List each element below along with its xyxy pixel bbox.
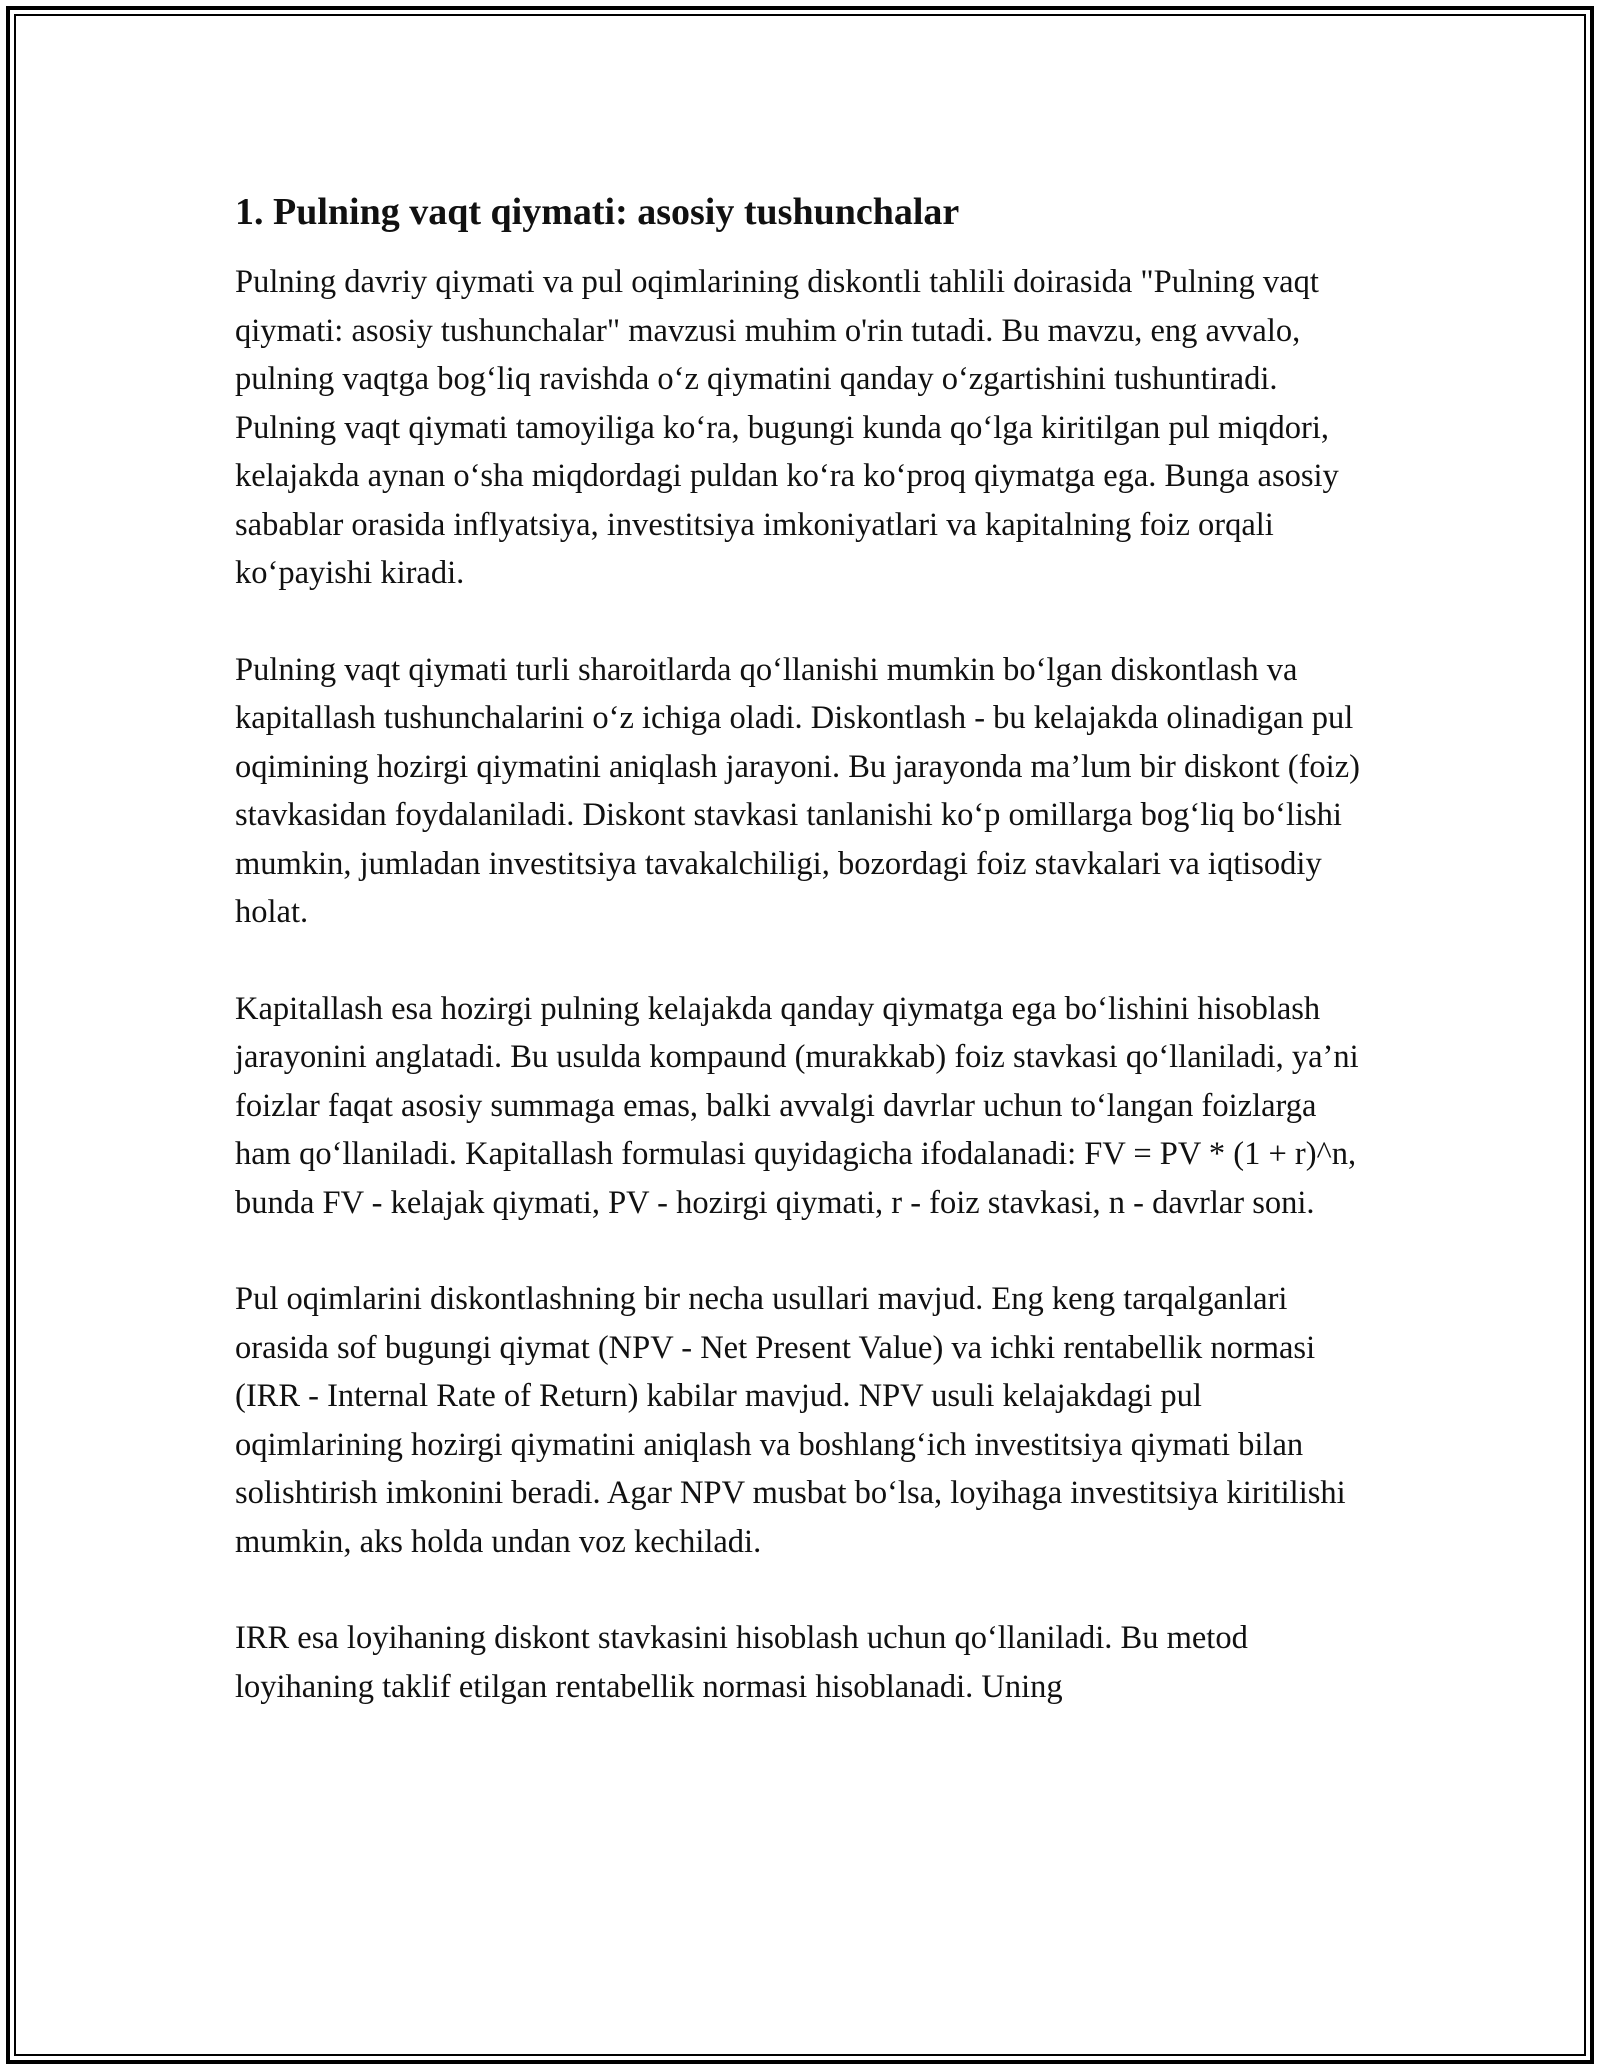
- section-heading: 1. Pulning vaqt qiymati: asosiy tushunchalar: [235, 191, 960, 233]
- paragraph-3: Kapitallash esa hozirgi pulning kelajakda qanday qiymatga ega bo‘lishini hisoblash jarayonini anglatadi. Bu usulda kompaund (murakkab) foiz stavkasi qo‘llaniladi, ya’ni foizlar faqat asosiy summaga emas, balki avvalgi davrlar uchun to‘langan foizlarga ham qo‘llaniladi. Kapitallash formulasi quyidagicha ifodalanadi: FV = PV * (1 + r)^n, bunda FV - kelajak qiymati, PV - hozirgi qiymati, r - foiz stavkasi, n - davrlar soni.: [235, 990, 1359, 1221]
- paragraph-1: Pulning davriy qiymati va pul oqimlarining diskontli tahlili doirasida "Pulning vaqt qiymati: asosiy tushunchalar" mavzusi muhim o'rin tutadi. Bu mavzu, eng avvalo, pulning vaqtga bog‘liq ravishda o‘z qiymatini qanday o‘zgartishini tushuntiradi. Pulning vaqt qiymati tamoyiliga ko‘ra, bugungi kunda qo‘lga kiritilgan pul miqdori, kelajakda aynan o‘sha miqdordagi puldan ko‘ra ko‘proq qiymatga ega. Bunga asosiy sabablar orasida inflyatsiya, investitsiya imkoniyatlari va kapitalning foiz orqali ko‘payishi kiradi.: [235, 264, 1339, 591]
- document-body: [235, 186, 1365, 1759]
- paragraph-4: Pul oqimlarini diskontlashning bir necha usullari mavjud. Eng keng tarqalganlari orasida sof bugungi qiymat (NPV - Net Present Value) va ichki rentabellik normasi (IRR - Internal Rate of Return) kabilar mavjud. NPV usuli kelajakdagi pul oqimlarining hozirgi qiymatini aniqlash va boshlang‘ich investitsiya qiymati bilan solishtirish imkonini beradi. Agar NPV musbat bo‘lsa, loyihaga investitsiya kiritilishi mumkin, aks holda undan voz kechiladi.: [235, 1281, 1346, 1560]
- paragraph-5: IRR esa loyihaning diskont stavkasini hisoblash uchun qo‘llaniladi. Bu metod loyihaning taklif etilgan rentabellik normasi hisoblanadi. Uning: [235, 1620, 1248, 1705]
- paragraph-2: Pulning vaqt qiymati turli sharoitlarda qo‘llanishi mumkin bo‘lgan diskontlash va kapitallash tushunchalarini o‘z ichiga oladi. Diskontlash - bu kelajakda olinadigan pul oqimining hozirgi qiymatini aniqlash jarayoni. Bu jarayonda ma’lum bir diskont (foiz) stavkasidan foydalaniladi. Diskont stavkasi tanlanishi ko‘p omillarga bog‘liq bo‘lishi mumkin, jumladan investitsiya tavakalchiligi, bozordagi foiz stavkalari va iqtisodiy holat.: [235, 651, 1360, 930]
